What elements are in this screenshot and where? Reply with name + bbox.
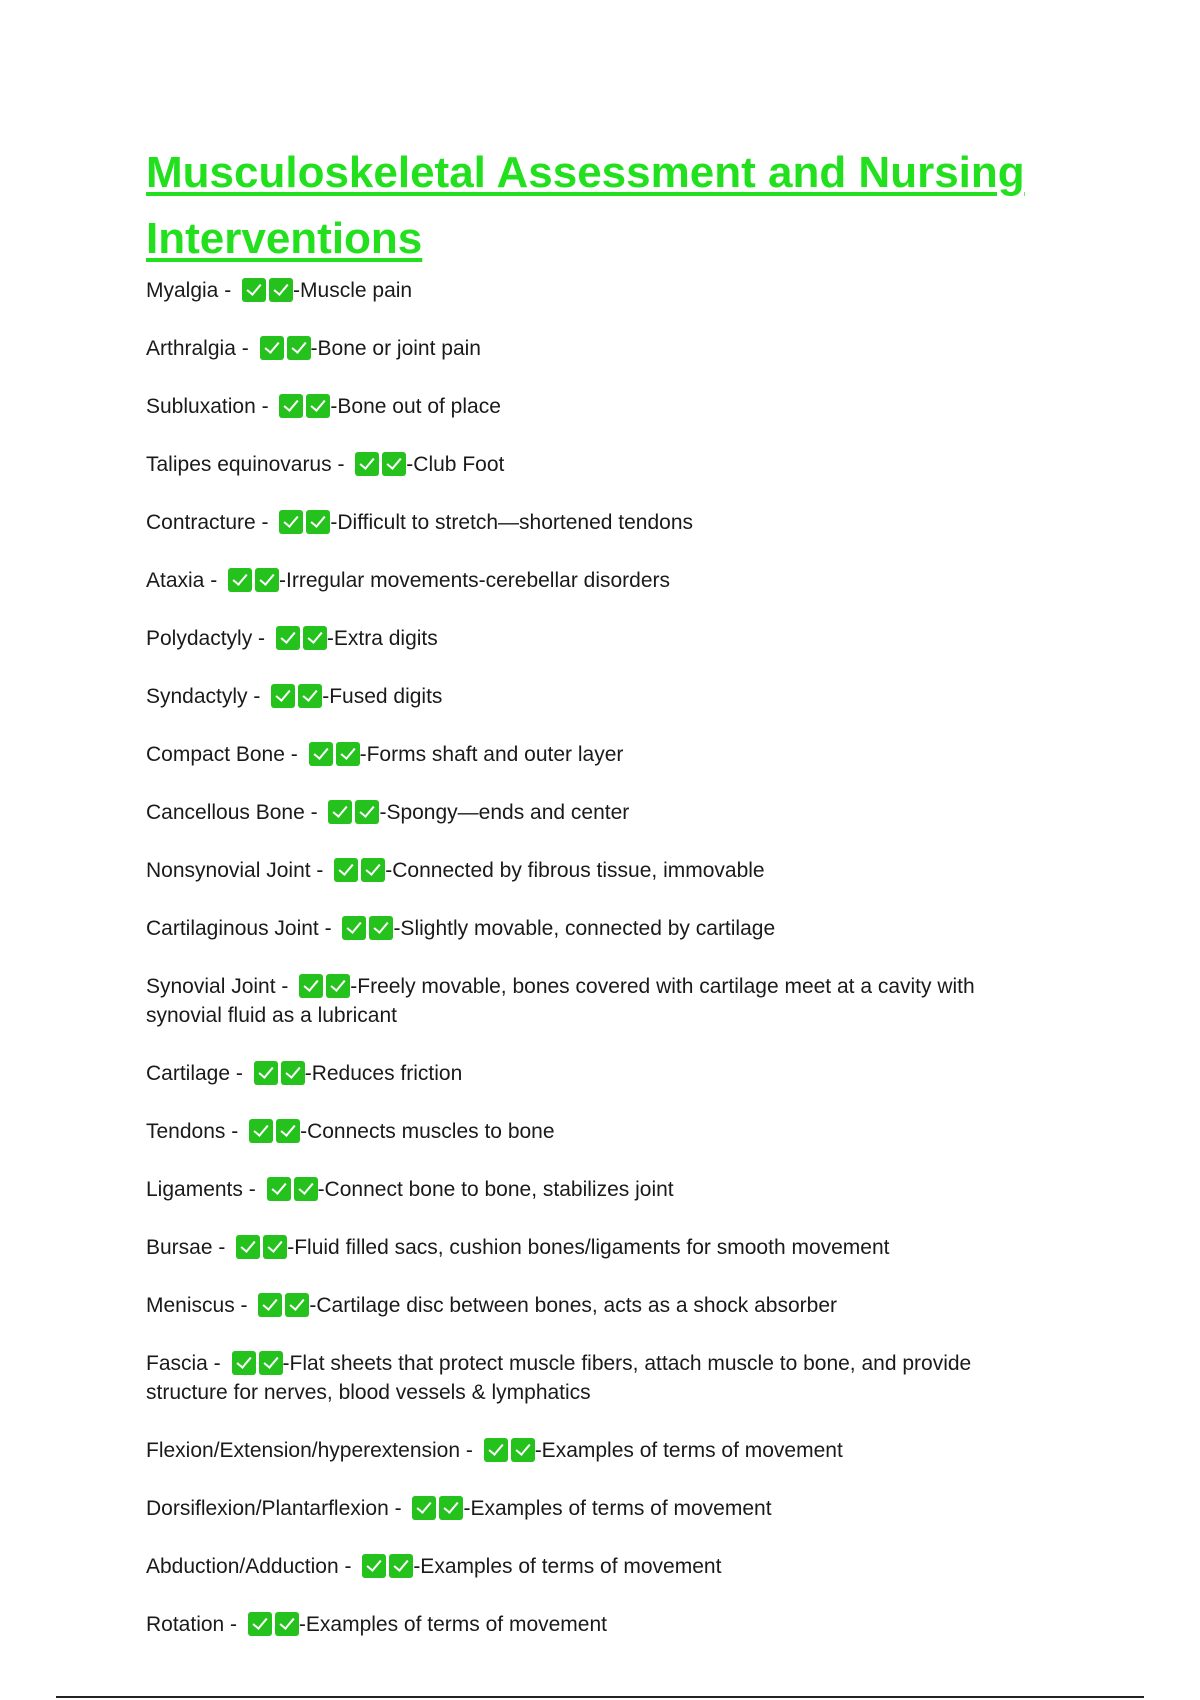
term-item bbox=[146, 276, 1046, 305]
check-icon bbox=[259, 1351, 283, 1375]
term-definition: -Irregular movements-cerebellar disorders bbox=[279, 569, 671, 592]
term-label: Cartilaginous Joint - bbox=[146, 917, 332, 940]
check-icon bbox=[236, 1235, 260, 1259]
check-icon bbox=[263, 1235, 287, 1259]
term-label: Fascia - bbox=[146, 1352, 221, 1375]
term-item bbox=[146, 1059, 1046, 1088]
term-definition: -Extra digits bbox=[326, 627, 438, 650]
term-item bbox=[146, 1349, 1046, 1407]
check-icon bbox=[334, 858, 358, 882]
check-icon bbox=[242, 278, 266, 302]
term-item bbox=[146, 334, 1046, 363]
check-marks bbox=[257, 334, 311, 363]
term-label: Polydactyly - bbox=[146, 627, 266, 650]
term-item bbox=[146, 972, 1046, 1030]
check-icon bbox=[362, 1554, 386, 1578]
check-icon bbox=[355, 800, 379, 824]
term-definition: -Examples of terms of movement bbox=[463, 1497, 772, 1520]
check-icon bbox=[389, 1554, 413, 1578]
term-item bbox=[146, 508, 1046, 537]
term-definition: -Slightly movable, connected by cartilage bbox=[393, 917, 776, 940]
term-definition: -Club Foot bbox=[406, 453, 505, 476]
check-icon bbox=[484, 1438, 508, 1462]
check-marks bbox=[481, 1436, 535, 1465]
term-label: Rotation - bbox=[146, 1613, 238, 1636]
term-item bbox=[146, 798, 1046, 827]
term-label: Dorsiflexion/Plantarflexion - bbox=[146, 1497, 402, 1520]
term-definition: -Connected by fibrous tissue, immovable bbox=[385, 859, 765, 882]
check-icon bbox=[254, 1061, 278, 1085]
check-marks bbox=[339, 914, 393, 943]
check-icon bbox=[267, 1177, 291, 1201]
check-icon bbox=[369, 916, 393, 940]
check-icon bbox=[306, 510, 330, 534]
check-marks bbox=[239, 276, 293, 305]
term-label: Compact Bone - bbox=[146, 743, 298, 766]
term-label: Meniscus - bbox=[146, 1294, 248, 1317]
term-definition: -Spongy—ends and center bbox=[379, 801, 630, 824]
term-item bbox=[146, 1175, 1046, 1204]
check-icon bbox=[287, 336, 311, 360]
term-definition: -Fluid filled sacs, cushion bones/ligaments for smooth movement bbox=[287, 1236, 890, 1259]
term-label: Tendons - bbox=[146, 1120, 239, 1143]
term-definition: -Connects muscles to bone bbox=[300, 1120, 555, 1143]
check-marks bbox=[409, 1494, 463, 1523]
check-icon bbox=[276, 1119, 300, 1143]
term-label: Synovial Joint - bbox=[146, 975, 289, 998]
check-marks bbox=[251, 1059, 305, 1088]
term-definition: -Connect bone to bone, stabilizes joint bbox=[317, 1178, 674, 1201]
check-icon bbox=[412, 1496, 436, 1520]
check-icon bbox=[260, 336, 284, 360]
check-marks bbox=[245, 1610, 299, 1639]
check-icon bbox=[285, 1293, 309, 1317]
check-marks bbox=[246, 1117, 300, 1146]
check-icon bbox=[326, 974, 350, 998]
term-item bbox=[146, 1233, 1046, 1262]
term-item bbox=[146, 1552, 1046, 1581]
check-icon bbox=[281, 1061, 305, 1085]
check-icon bbox=[439, 1496, 463, 1520]
term-item bbox=[146, 1610, 1046, 1639]
check-icon bbox=[342, 916, 366, 940]
term-label: Contracture - bbox=[146, 511, 269, 534]
term-item bbox=[146, 1117, 1046, 1146]
check-marks bbox=[255, 1291, 309, 1320]
term-label: Talipes equinovarus - bbox=[146, 453, 345, 476]
term-definition: -Bone out of place bbox=[330, 395, 501, 418]
term-definition: -Forms shaft and outer layer bbox=[359, 743, 624, 766]
check-icon bbox=[355, 452, 379, 476]
term-label: Ligaments - bbox=[146, 1178, 256, 1201]
term-label: Flexion/Extension/hyperextension - bbox=[146, 1439, 473, 1462]
term-item bbox=[146, 624, 1046, 653]
check-marks bbox=[352, 450, 406, 479]
check-icon bbox=[258, 1293, 282, 1317]
check-marks bbox=[276, 508, 330, 537]
check-icon bbox=[361, 858, 385, 882]
check-marks bbox=[331, 856, 385, 885]
term-item bbox=[146, 392, 1046, 421]
term-definition: -Bone or joint pain bbox=[310, 337, 481, 360]
check-icon bbox=[228, 568, 252, 592]
check-icon bbox=[269, 278, 293, 302]
term-item bbox=[146, 856, 1046, 885]
check-marks bbox=[296, 972, 350, 1001]
check-icon bbox=[279, 394, 303, 418]
term-definition: -Examples of terms of movement bbox=[534, 1439, 843, 1462]
check-icon bbox=[298, 684, 322, 708]
check-icon bbox=[275, 1612, 299, 1636]
term-item bbox=[146, 1494, 1046, 1523]
term-label: Bursae - bbox=[146, 1236, 226, 1259]
check-marks bbox=[273, 624, 327, 653]
check-marks bbox=[306, 740, 360, 769]
check-marks bbox=[264, 1175, 318, 1204]
term-label: Cancellous Bone - bbox=[146, 801, 318, 824]
check-marks bbox=[276, 392, 330, 421]
check-marks bbox=[225, 566, 279, 595]
check-icon bbox=[248, 1612, 272, 1636]
term-item bbox=[146, 1436, 1046, 1465]
term-definition: -Cartilage disc between bones, acts as a shock absorber bbox=[309, 1294, 837, 1317]
check-icon bbox=[299, 974, 323, 998]
term-definition: -Muscle pain bbox=[293, 279, 413, 302]
term-item bbox=[146, 566, 1046, 595]
check-icon bbox=[276, 626, 300, 650]
check-icon bbox=[279, 510, 303, 534]
term-label: Subluxation - bbox=[146, 395, 269, 418]
term-label: Myalgia - bbox=[146, 279, 232, 302]
term-definition: -Examples of terms of movement bbox=[298, 1613, 607, 1636]
check-icon bbox=[309, 742, 333, 766]
check-marks bbox=[233, 1233, 287, 1262]
term-definition: -Freely movable, bones covered with cartilage meet at a cavity with synovial fluid as a lubricant bbox=[146, 975, 975, 1027]
page-bottom-rule bbox=[56, 1696, 1144, 1698]
term-item bbox=[146, 682, 1046, 711]
term-item bbox=[146, 914, 1046, 943]
term-item bbox=[146, 1291, 1046, 1320]
check-icon bbox=[303, 626, 327, 650]
check-icon bbox=[255, 568, 279, 592]
term-label: Ataxia - bbox=[146, 569, 218, 592]
term-definition: -Flat sheets that protect muscle fibers, attach muscle to bone, and provide structure for nerves, blood vessels & lymphatics bbox=[146, 1352, 972, 1404]
check-icon bbox=[294, 1177, 318, 1201]
term-label: Nonsynovial Joint - bbox=[146, 859, 324, 882]
term-label: Syndactyly - bbox=[146, 685, 261, 708]
term-item bbox=[146, 450, 1046, 479]
check-marks bbox=[325, 798, 379, 827]
check-icon bbox=[232, 1351, 256, 1375]
check-marks bbox=[268, 682, 322, 711]
check-icon bbox=[336, 742, 360, 766]
check-icon bbox=[249, 1119, 273, 1143]
term-definition: -Difficult to stretch—shortened tendons bbox=[330, 511, 694, 534]
term-item bbox=[146, 740, 1046, 769]
term-label: Abduction/Adduction - bbox=[146, 1555, 352, 1578]
term-label: Cartilage - bbox=[146, 1062, 243, 1085]
check-icon bbox=[306, 394, 330, 418]
term-definition: -Reduces friction bbox=[304, 1062, 463, 1085]
check-icon bbox=[271, 684, 295, 708]
term-definition: -Examples of terms of movement bbox=[413, 1555, 722, 1578]
check-icon bbox=[328, 800, 352, 824]
term-definition: -Fused digits bbox=[322, 685, 443, 708]
check-icon bbox=[382, 452, 406, 476]
document-title: Musculoskeletal Assessment and Nursing Interventions bbox=[146, 148, 1025, 263]
check-icon bbox=[511, 1438, 535, 1462]
term-list bbox=[146, 276, 1046, 1668]
check-marks bbox=[229, 1349, 283, 1378]
term-label: Arthralgia - bbox=[146, 337, 249, 360]
check-marks bbox=[359, 1552, 413, 1581]
